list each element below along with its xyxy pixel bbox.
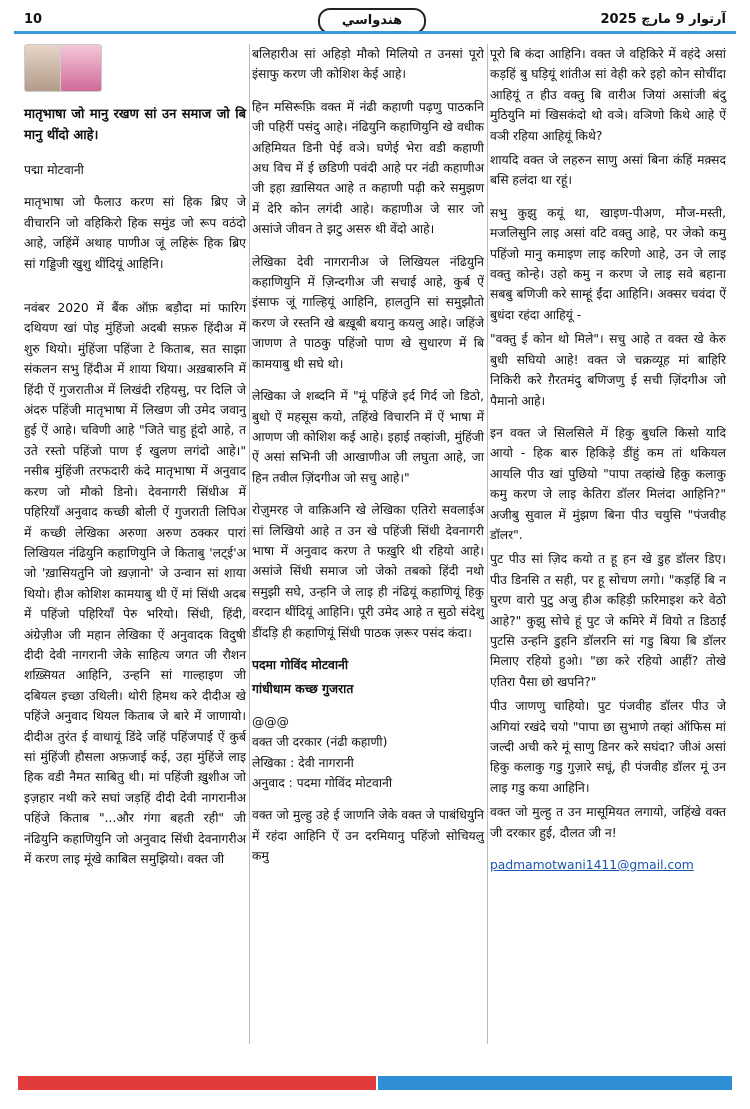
paragraph: शायदि वक्त जे लहरुन साणु असां बिना कंहिं मक़्सद बसि हलंदा था रहूं। <box>490 153 726 188</box>
paragraph: इन वक्त जे सिलसिले में हिकु बुधलि किसो यादि आयो - हिक बारु हिकिड़े डींहुं कम तां थकियल आयलि पीउ खां पुछियो "पापा तव्हांखे हिकु कलाकु कमु करण जे लाइ केतिरा डॉलर मिलंदा आहिनि?" अजीबु सुवाल में मुंझण बिना पीउ चयुसि "पंजवीह डॉलर". <box>490 425 726 542</box>
footer-red-bar <box>18 1076 376 1090</box>
paragraph: रोज़ुमरह जे वाक़िअनि खे लेखिका एतिरो सवलाईअ सां लिखियो आहे त उन खे पहिंजी सिंधी देवनागरी भाषा में अनुवाद करण ते फख़ुरि थी रहियो आहे। असांजे सिंधी समाज जो जेको तबको हिंदी नथो समुझी सघे, उन्हनि जे लाइ ही नंढियूं कहाणियूं हिकु वरदान थींदियूं आहिनि। पूरी उमेद आहे त सुठो संदेशु डींदड़ि ही कहाणियूं सिंधी पाठक ज़रूर पसंद कंदा। <box>252 503 484 640</box>
story-translator: अनुवाद : पदमा गोविंद मोटवानी <box>252 776 393 790</box>
paragraph: पूरो बि कंदा आहिनि। वक्त जे वहिकिरे में वहंदे असां कड़हिं बु घड़ियूं शांतीअ सां वेही करे इहो कोन सोचींदा आहियूं त हीउ वक्तु बि वारीअ जियां असांजी बंदु मुठियुनि मां खिसकंदो थो वञे। वञिणो किथे आहे ऐं वञी रहिया आहियूं किथे? <box>490 47 726 143</box>
footer-blue-bar <box>378 1076 732 1090</box>
paragraph: नवंबर 2020 में बैंक ऑफ़ बड़ौदा मां फारिग दथियण खां पोइ मुंहिंजो अदबी सफ़रु हिंदीअ में शुरु थियो। मुंहिंजा पहिंजा टे किताब, सत साझा संकलन सभु हिंदीअ में शाया थिया। अख़बारुनि में हिंदी ऐं गुजरातीअ में लिखंदी रहियसु, पर दिलि जे अंदरु पहिंजी मातृभाषा में लिखण जी उमेद जवानु हुई ऐं आहे। चविणी आहे "जिते चाहु हूंदो आहे, त उते रस्तो पहिंजो पाण ई खुलण लगंदो आहे।" नसीब मुंहिंजी तरफदारी कंदे मातृभाषा में अनुवाद करण जो मौको डिनो। देवनागरी सिंधीअ में पहिरियाँ अनुवाद कच्छी बोली ऐं गुजराती लिपिअ में कच्छी लेखिका अरुणा अरुण ठक्कर पारां लिखियल नंढियुनि कहाणियुनि जे किताबु 'लट्ई'अ जो 'ख़ासियतुनि जो ख़ज़ानो' जे उन्वान सां शाया थियो। हीअ कोशिश कामयाबु थी ऐं मां सिंधी अदब में पहिंजो पहिरियाँ पेरु भरियो। सिंधी, हिंदी, अंग्रेज़ीअ जी महान लेखिका ऐं अनुवादक विदुषी दीदी देवी नागरानी जेके साहित्य जगत जी रौशन शख़्सियत आहिनि, उन्हनि सां गाल्हाइण जी दबियल इच्छा उथिली। थोरी हिमथ करे दीदीअ खे पहिंजे अनुवाद थियल किताब जे बारे में जाणायो। दीदीअ तुरंत ई वाधायूं डिंदे जहिं पहिंजपाई ऐं कुर्ब सां मुंहिंजी हौसला अफ़जाई कई, उहा मुंहिंजे लाइ हिक वडी नैमत साबितु थी। मां पहिंजी ख़ुशीअ जो इज़हार नथी करे सघां जड़हिं दीदी देवी नागरानीअ पहिंजे किताब "...और गंगा बहती रही" जी नंढियुनि कहाणियुनि जो अनुवाद सिंधी देवनागरीअ में करण लाइ मूंखे काबिल समुझियो। वक्त जी <box>24 301 246 866</box>
column-1 <box>24 44 246 881</box>
signature-name: पदमा गोविंद मोटवानी <box>252 657 349 672</box>
issue-date: آرتوار 9 مارچ 2025 <box>600 12 726 27</box>
paragraph: मातृभाषा जो फैलाउ करण सां हिक ब्रिए जे वीचारनि जो वहिकिरो हिक समुंड जो रूप वठंदो आहे, जहिंमें अथाह पाणीअ जूं लहिरूं हिक ब्रिए सां गड्डिजी खुशु थींदियूं आहिनि। <box>24 195 246 271</box>
paragraph: सभु कुझु कयूं था, खाइण-पीअण, मौज-मस्ती, मजलिसुनि लाइ असां वटि वक्तु आहे, पर जेको कमु पहिंजो मानु कमाइण लाइ करिणो आहे, उन जे लाइ वक्तु कोन्हे। उहो कमु न करण जे लाइ सवे बहाना सबबु बणिजी करे साम्हूं ईंदा आहिनि। अक्सर चवंदा ऐं बुधंदा रहंदा आहियूं - <box>490 205 726 322</box>
page-footer <box>18 1076 732 1090</box>
paragraph: वक्त जो मुल्हु त उन मासूमियत लगायो, जहिंखे वक्त जी दरकार हुई, दौलत जी न! <box>490 805 726 840</box>
page-header <box>0 0 750 44</box>
article-title: मातृभाषा जो मानु रखण सां उन समाज जो बि मानु थींदो आहे। <box>24 107 246 143</box>
separator: @@@ <box>252 714 289 729</box>
paragraph: हिन मसिरूफ़ि वक्त में नंढी कहाणी पढ़णु पाठकनि जी पहिरीं पसंदु आहे। नंढियुनि कहाणियुनि खे वधीक अहिमियत डिनी पेई वञे। घणेई भेरा वडी कहाणी अध विच में ई छडिणी पवंदी आहे पर नंढी कहाणीअ जी इहा ख़ासियत आहे त कहाणी पढ़ी करे समुझण में देरि कोन लगंदी आहे। कहाणीअ जे सार जो असांजे जीवन ते झटु असरु थी वेंदो आहे। <box>252 99 484 237</box>
author-name: पद्मा मोटवानी <box>24 163 84 177</box>
signature-place: गांधीधाम कच्छ गुजरात <box>252 682 354 697</box>
column-3 <box>490 44 726 887</box>
poet-photo <box>60 44 102 92</box>
header-rule <box>14 31 736 34</box>
column-divider <box>487 44 488 1044</box>
email-link[interactable]: padmamotwani1411@gmail.com <box>490 858 694 873</box>
paragraph: वक्त जो मुल्हु उहे ई जाणनि जेके वक्त जे पाबंधियुनि में रहंदा आहिनि ऐं उन दरमियानु पहिंजो सोचियलु कमु <box>252 808 484 864</box>
paragraph: लेखिका जे शब्दनि में "मूं पहिंजे इर्द गिर्द जो डिठो, बुधो ऐं महसूस कयो, तहिंखे विचारनि में ऐं भाषा में आणण जी कोशिश कई आहे। इहाई तव्हांजी, मुंहिंजी ऐं असां सभिनी जी आखाणीअ जी लघुता आहे, जा हिन तवील ज़िंदगीअ जो सचु आहे।" <box>252 389 484 485</box>
paragraph: "वक्तु ई कोन थो मिले"। सचु आहे त वक्त खे केरु बुधी सघियो आहे! वक्त जे चक्रव्यूह मां बाहिरि निकिरी करे ग़ैरतमंदु बणिजणु ई सची ज़िंदगीअ जो पैमानो आहे। <box>490 332 726 408</box>
column-divider <box>249 44 250 1044</box>
story-author: लेखिका : देवी नागरानी <box>252 755 354 770</box>
author-photos <box>24 44 246 92</box>
paragraph: बलिहारीअ सां अहिड़ो मौको मिलियो त उनसां पूरो इंसाफु करण जी कोशिश केई आहे। <box>252 47 484 82</box>
column-2 <box>252 44 484 879</box>
page-number: 10 <box>24 12 43 27</box>
paragraph: लेखिका देवी नागरानीअ जे लिखियल नंढियुनि कहाणियुनि में ज़िन्दगीअ जी सचाई आहे, कुर्ब ऐं इंसाफ जूं गाल्हियूं आहिनि, हालतुनि सां समुझौतो करण जे रस्तनि खे बख़ूबी बयानु कयलु आहे। जहिंजे जाणण ते पाठकु पहिंजो पाण खे सुधारण में बि कामयाबु थी सघे थो। <box>252 254 484 371</box>
writer-photo <box>24 44 64 92</box>
paragraph: पुट पीउ सां ज़िद कयो त हू हन खे डुह डॉलर डिए। पीउ डिनसि त सही, पर हू सोचण लगो। "कड़हिं बि न घुरण वारो पुटु अजु हीअ कहिड़ी फ़रिमाइश करे वेठो आहे?" कुझु सोचे हूं पुट जे कमिरे में वियो त डिठाईं पुटसि उन्हनि डुहनि डॉलरनि सां गडु बिया बि डॉलर मिलाए रहियो हुओ। "छा करे रहियो आहीं? तोखे एतिरा पैसा छो खपनि?" <box>490 552 726 689</box>
story-title: वक्त जी दरकार (नंढी कहाणी) <box>252 735 388 750</box>
paragraph: पीउ जाणणु चाहियो। पुट पंजवीह डॉलर पीउ जे अगियां रखंदे चयो "पापा छा सुभाणे तव्हां ऑफिस मां जल्दी अची करे मूं साणु डिनर करे सघंदा? जीअं असां हिकु कलाकु गडु गुज़ारे सघूं, ही पंजवीह डॉलर मूं उन लाइ गडु कया आहिनि। <box>490 699 726 795</box>
newspaper-logo: هندواسي <box>318 8 426 34</box>
